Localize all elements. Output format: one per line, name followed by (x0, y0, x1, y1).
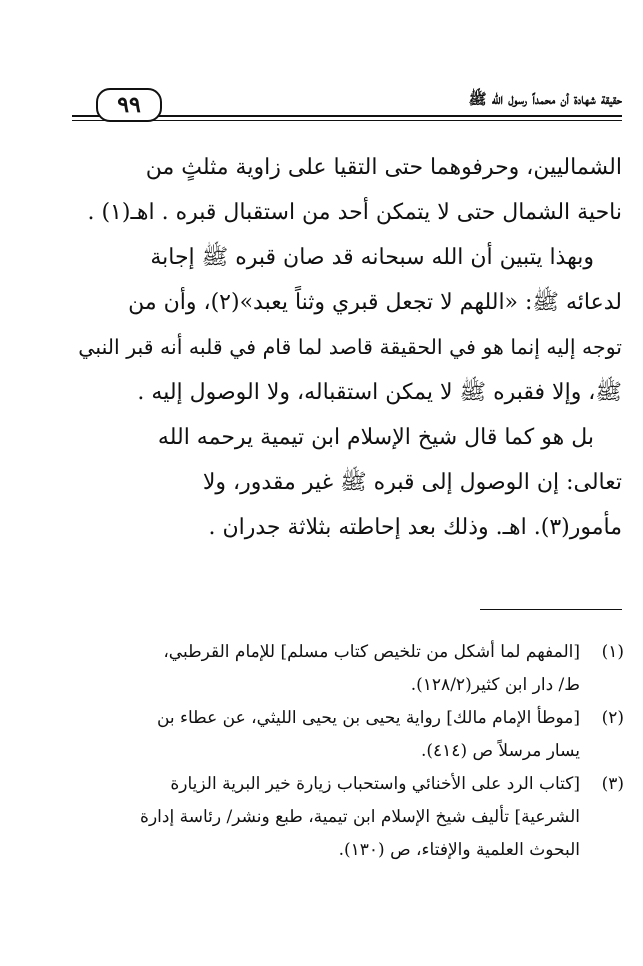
body-line: بل هو كما قال شيخ الإسلام ابن تيمية يرحمه الله (157, 425, 594, 450)
footnote-line: [موطأ الإمام مالك] رواية يحيى بن يحيى الليثي، عن عطاء بن (156, 708, 580, 728)
footnote (68, 702, 624, 768)
body-line: ناحية الشمال حتى لا يتمكن أحد من استقبال قبره . اهـ(١) . (87, 200, 622, 225)
footnote-line: يسار مرسلاً ص (٤١٤). (420, 741, 580, 761)
footnote-line: البحوث العلمية والإفتاء، ص (١٣٠). (338, 840, 580, 860)
footnote-number: (٣) (601, 774, 624, 794)
footnote-text (68, 702, 580, 768)
footnote-text (68, 768, 580, 867)
footnote-line: [المفهم لما أشكل من تلخيص كتاب مسلم] للإمام القرطبي، (163, 642, 580, 662)
body-line: مأمور(٣). اهـ. وذلك بعد إحاطته بثلاثة جدران . (208, 515, 622, 540)
footnote (68, 636, 624, 702)
body-text (70, 145, 622, 550)
running-title: حقيقة شهادة أن محمداً رسول الله ﷺ (462, 90, 622, 112)
body-line: الشماليين، وحرفوهما حتى التقيا على زاوية مثلثٍ من (145, 155, 622, 180)
body-line: وبهذا يتبين أن الله سبحانه قد صان قبره ﷺ إجابة (150, 245, 594, 270)
body-line: توجه إليه إنما هو في الحقيقة قاصد لما قام في قلبه أنه قبر النبي (78, 335, 622, 359)
footnote-line: [كتاب الرد على الأخنائي واستحباب زيارة خير البرية الزيارة (170, 774, 580, 794)
footnote-separator (480, 609, 622, 610)
footnote-line: الشرعية] تأليف شيخ الإسلام ابن تيمية، طبع ونشر/ رئاسة إدارة (140, 807, 580, 827)
footnotes (68, 636, 624, 867)
body-line: تعالى: إن الوصول إلى قبره ﷺ غير مقدور، ولا (202, 470, 622, 495)
footnote-text (68, 636, 580, 702)
footnote-number: (١) (601, 642, 624, 662)
body-line: ﷺ، وإلا فقبره ﷺ لا يمكن استقباله، ولا الوصول إليه . (137, 380, 622, 405)
footnote (68, 768, 624, 867)
body-line: لدعائه ﷺ: «اللهم لا تجعل قبري وثناً يعبد»(٢)، وأن من (128, 290, 622, 315)
footnote-line: ط/ دار ابن كثير(١٢٨/٢). (410, 675, 580, 695)
page-number: ٩٩ (96, 88, 162, 122)
footnote-number: (٢) (601, 708, 624, 728)
page-header (72, 88, 622, 126)
